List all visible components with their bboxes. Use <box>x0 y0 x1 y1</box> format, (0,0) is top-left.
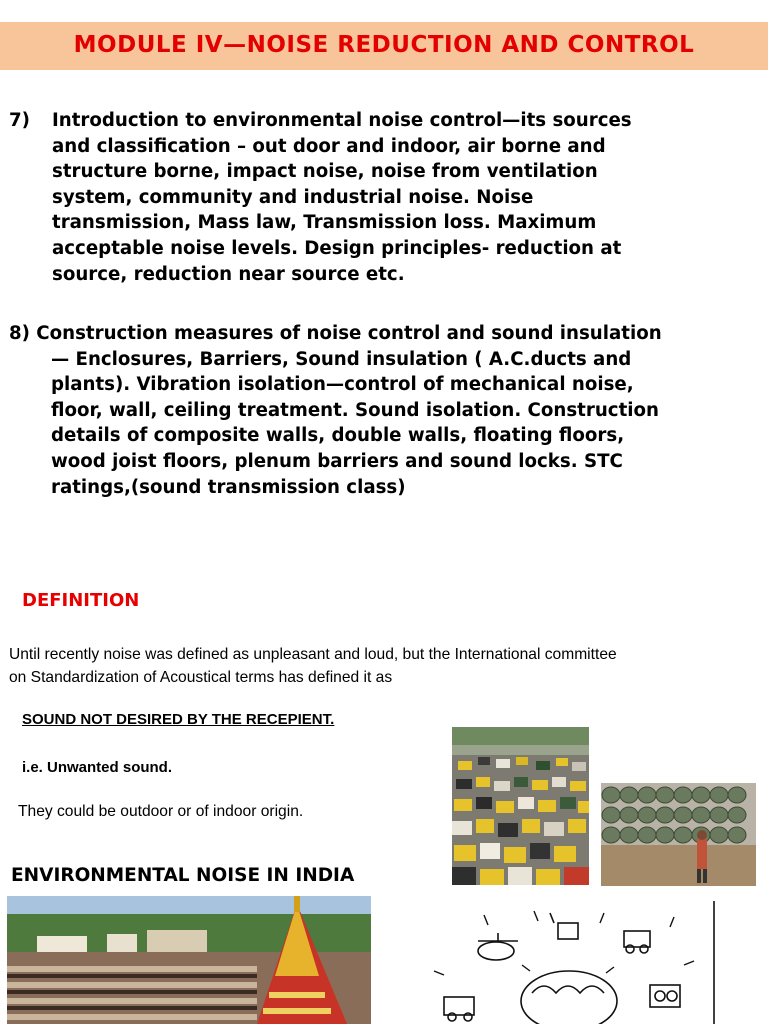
item8-line: details of composite walls, double walls, floating floors, <box>51 425 625 447</box>
module-title: MODULE IV—NOISE REDUCTION AND CONTROL <box>73 32 695 58</box>
definition-origin: They could be outdoor or of indoor origin. <box>18 803 304 820</box>
item8-line: 8) Construction measures of noise control and sound insulation <box>9 323 662 344</box>
item7-line: transmission, Mass law, Transmission loss. Maximum <box>52 212 597 234</box>
traffic-jam-photo <box>452 727 589 885</box>
item8-line: ratings,(sound transmission class) <box>51 476 406 498</box>
item8-text <box>9 321 764 500</box>
item7-line: system, community and industrial noise. Noise <box>52 186 534 208</box>
definition-ie: i.e. Unwanted sound. <box>22 759 173 776</box>
item8-line: — Enclosures, Barriers, Sound insulation ( A.C.ducts and <box>51 348 632 370</box>
item7-line: and classification – out door and indoor, air borne and <box>52 135 606 157</box>
item7-number: 7) <box>9 110 30 131</box>
definition-heading: DEFINITION <box>22 590 140 611</box>
item7-line: structure borne, impact noise, noise from ventilation <box>52 161 598 183</box>
title-banner <box>0 22 768 70</box>
item7-line: Introduction to environmental noise control—its sources <box>52 110 632 131</box>
definition-line: on Standardization of Acoustical terms has defined it as <box>9 669 393 686</box>
item7-text <box>52 108 764 287</box>
item8-line: floor, wall, ceiling treatment. Sound isolation. Construction <box>51 399 659 421</box>
item8-line: wood joist floors, plenum barriers and sound locks. STC <box>51 450 623 472</box>
definition-body <box>9 643 617 689</box>
loudspeakers-photo <box>601 783 756 886</box>
item7-line: source, reduction near source etc. <box>52 263 405 285</box>
noise-cartoon-drawing <box>414 901 722 1024</box>
definition-line: Until recently noise was defined as unpleasant and loud, but the International committee <box>9 646 617 663</box>
item8-line: plants). Vibration isolation—control of mechanical noise, <box>51 374 634 396</box>
festival-crowd-photo <box>7 896 371 1024</box>
definition-quote: SOUND NOT DESIRED BY THE RECEPIENT. <box>22 711 335 728</box>
environmental-noise-heading: ENVIRONMENTAL NOISE IN INDIA <box>11 865 355 886</box>
item7-line: acceptable noise levels. Design principles- reduction at <box>52 237 622 259</box>
